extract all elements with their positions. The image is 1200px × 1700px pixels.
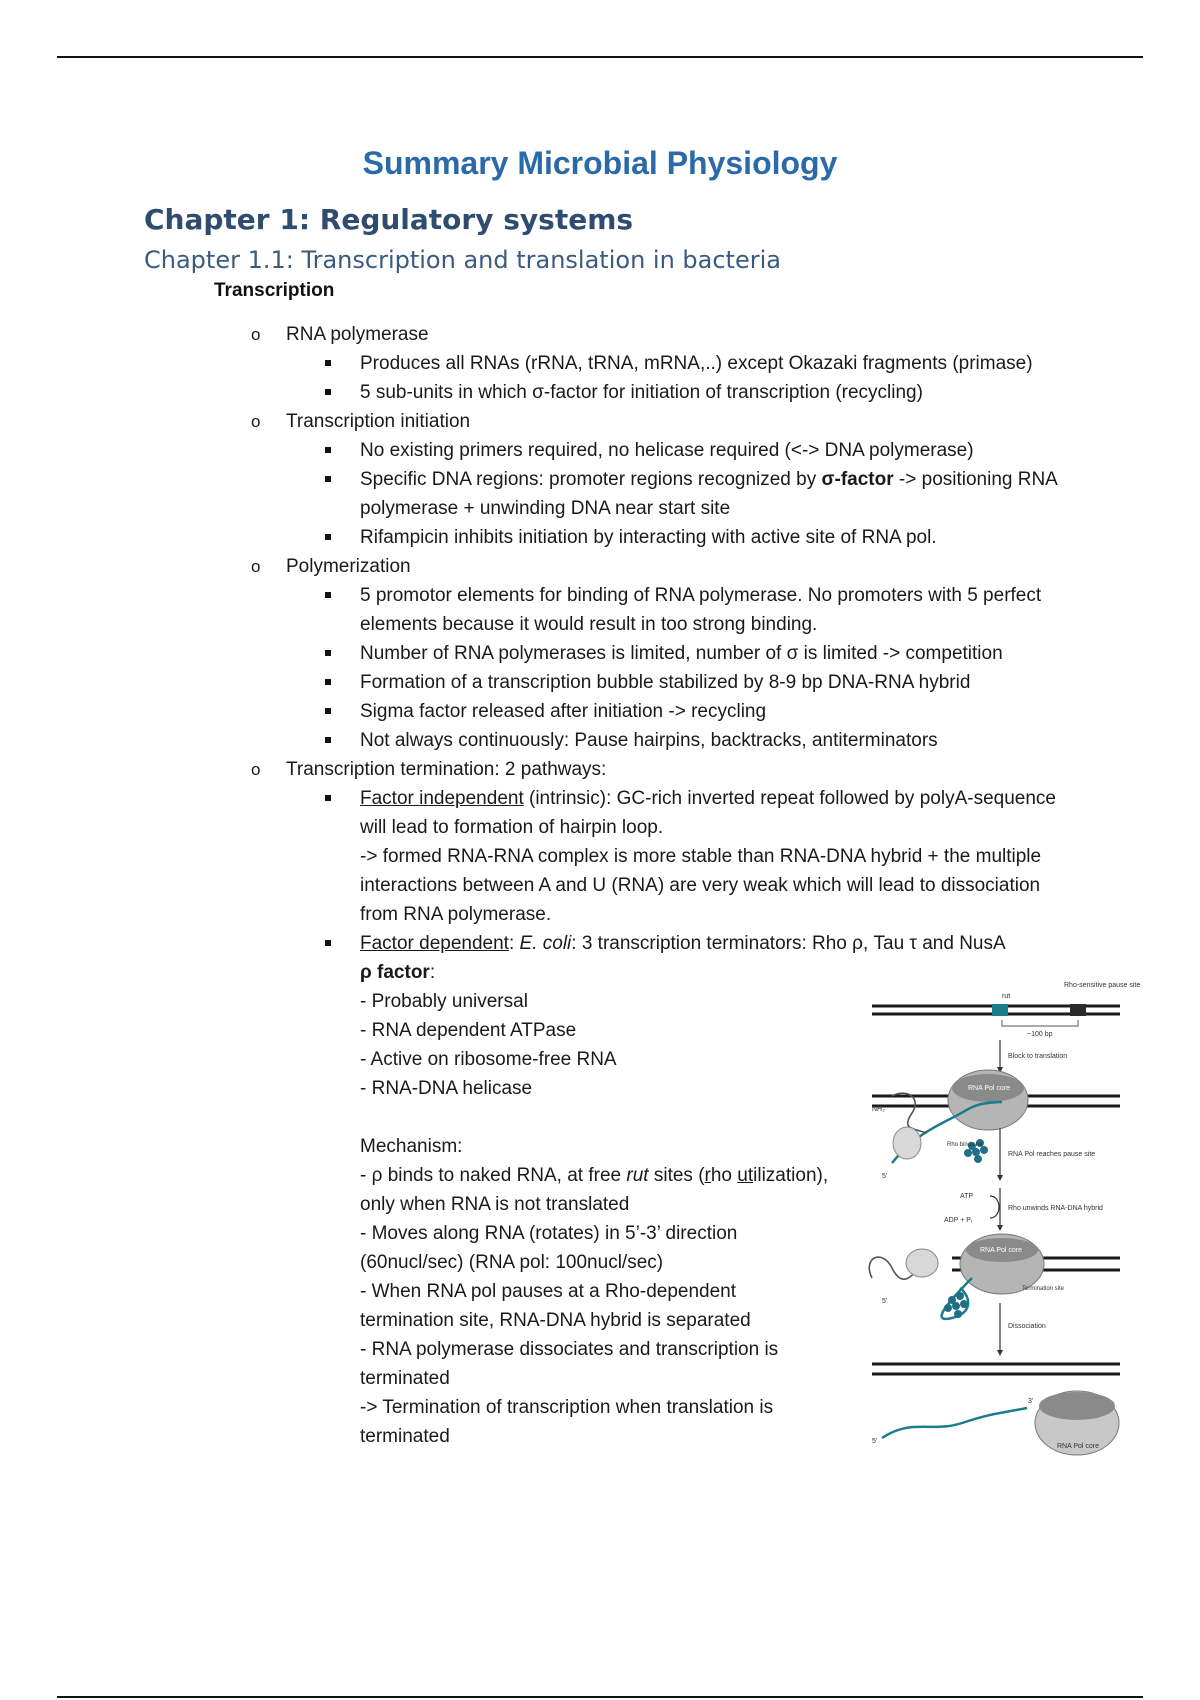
reaches-pause-label: RNA Pol reaches pause site	[1008, 1151, 1096, 1158]
mechanism-step: - When RNA pol pauses at a Rho-dependent termination site, RNA-DNA hybrid is separated	[360, 1281, 751, 1331]
panel-termination-site	[869, 1234, 1120, 1319]
section-heading: Chapter 1.1: Transcription and translation in bacteria	[144, 246, 781, 274]
rho-binds-label: Rho binds rut	[947, 1142, 983, 1148]
termination-site-label: Termination site	[1022, 1286, 1065, 1292]
rho-property: - Active on ribosome-free RNA	[360, 1049, 617, 1070]
list-subitem: Specific DNA regions: promoter regions recognized by σ-factor -> positioning RNA polymerase + unwinding DNA near start site	[0, 465, 1200, 523]
pol-core-label-3: RNA Pol core	[1057, 1443, 1100, 1450]
bp-label: ~100 bp	[1027, 1031, 1053, 1038]
list-subitem: Sigma factor released after initiation -> recycling	[0, 697, 1200, 726]
list-item-rna-polymerase: o RNA polymerase	[0, 320, 1200, 349]
sigma-factor-bold: σ-factor	[821, 469, 894, 490]
pol-core-label: RNA Pol core	[968, 1085, 1011, 1092]
mechanism-step: - RNA polymerase dissociates and transcription is terminated	[360, 1339, 779, 1389]
rho-factor-heading: ρ factor:	[360, 962, 436, 983]
list-item-polymerization: o Polymerization	[0, 552, 1200, 581]
rho-property: - RNA dependent ATPase	[360, 1020, 577, 1041]
panel-rho-binds	[872, 1070, 1120, 1180]
five-prime-label-3: 5'	[872, 1438, 878, 1445]
rho-factor-block	[0, 958, 830, 1451]
list-subitem: 5 sub-units in which σ-factor for initiation of transcription (recycling)	[0, 378, 1200, 407]
rho-property: - Probably universal	[360, 991, 528, 1012]
pol-core-label-2: RNA Pol core	[980, 1247, 1023, 1254]
rho-termination-figure	[852, 978, 1141, 1483]
document-title: Summary Microbial Physiology	[362, 145, 838, 181]
dissociation-label: Dissociation	[1008, 1323, 1046, 1330]
subsection-heading: Transcription	[214, 280, 335, 301]
list-subitem: Rifampicin inhibits initiation by interacting with active site of RNA pol.	[0, 523, 1200, 552]
list-subitem: No existing primers required, no helicase required (<-> DNA polymerase)	[0, 436, 1200, 465]
top-rule	[57, 56, 1143, 58]
chapter-heading: Chapter 1: Regulatory systems	[144, 203, 634, 236]
nh2-label: NH₂	[872, 1106, 885, 1113]
mechanism-step: - ρ binds to naked RNA, at free rut sites (rho utilization), only when RNA is not translated	[360, 1165, 829, 1215]
mechanism-heading: Mechanism:	[360, 1136, 463, 1157]
rho-property: - RNA-DNA helicase	[360, 1078, 533, 1099]
atp-label: ATP	[960, 1193, 974, 1200]
mechanism-step: - Moves along RNA (rotates) in 5’-3’ direction (60nucl/sec) (RNA pol: 100nucl/sec)	[360, 1223, 738, 1273]
unwinds-label: Rho unwinds RNA-DNA hybrid	[1008, 1205, 1103, 1212]
bottom-rule	[57, 1696, 1143, 1698]
block-translation-label: Block to translation	[1008, 1053, 1068, 1060]
three-prime-label: 3'	[1028, 1398, 1034, 1405]
list-subitem: Produces all RNAs (rRNA, tRNA, mRNA,..) except Okazaki fragments (primase)	[0, 349, 1200, 378]
five-prime-label-2: 5'	[882, 1298, 888, 1305]
list-subitem: Number of RNA polymerases is limited, number of σ is limited -> competition	[0, 639, 1200, 668]
list-subitem: Formation of a transcription bubble stabilized by 8-9 bp DNA-RNA hybrid	[0, 668, 1200, 697]
panel-dissociated	[872, 1364, 1120, 1455]
list-subitem: 5 promotor elements for binding of RNA polymerase. No promoters with 5 perfect elements because it would result in too strong binding.	[0, 581, 1200, 639]
list-item-transcription-initiation: o Transcription initiation	[0, 407, 1200, 436]
list-item-transcription-termination: o Transcription termination: 2 pathways:	[0, 755, 1200, 784]
panel-dna-rut	[872, 982, 1140, 1038]
five-prime-label: 5'	[882, 1173, 888, 1180]
list-subitem-factor-dependent: Factor dependent: E. coli: 3 transcription terminators: Rho ρ, Tau τ and NusA	[0, 929, 1200, 958]
mechanism-step: -> Termination of transcription when translation is terminated	[360, 1397, 774, 1447]
adp-label: ADP + Pᵢ	[944, 1217, 973, 1224]
rut-label: rut	[1002, 993, 1011, 1000]
pause-site-label: Rho-sensitive pause site	[1064, 982, 1141, 989]
list-subitem: Not always continuously: Pause hairpins, backtracks, antiterminators	[0, 726, 1200, 755]
list-subitem-factor-independent: Factor independent (intrinsic): GC-rich inverted repeat followed by polyA-sequence will lead to formation of hairpin loop. -> formed RNA-RNA complex is more stable than RNA-DNA hybrid + the multiple interactions between A and U (RNA) are very weak which will lead to dissociation from RNA polymerase.	[0, 784, 1200, 929]
